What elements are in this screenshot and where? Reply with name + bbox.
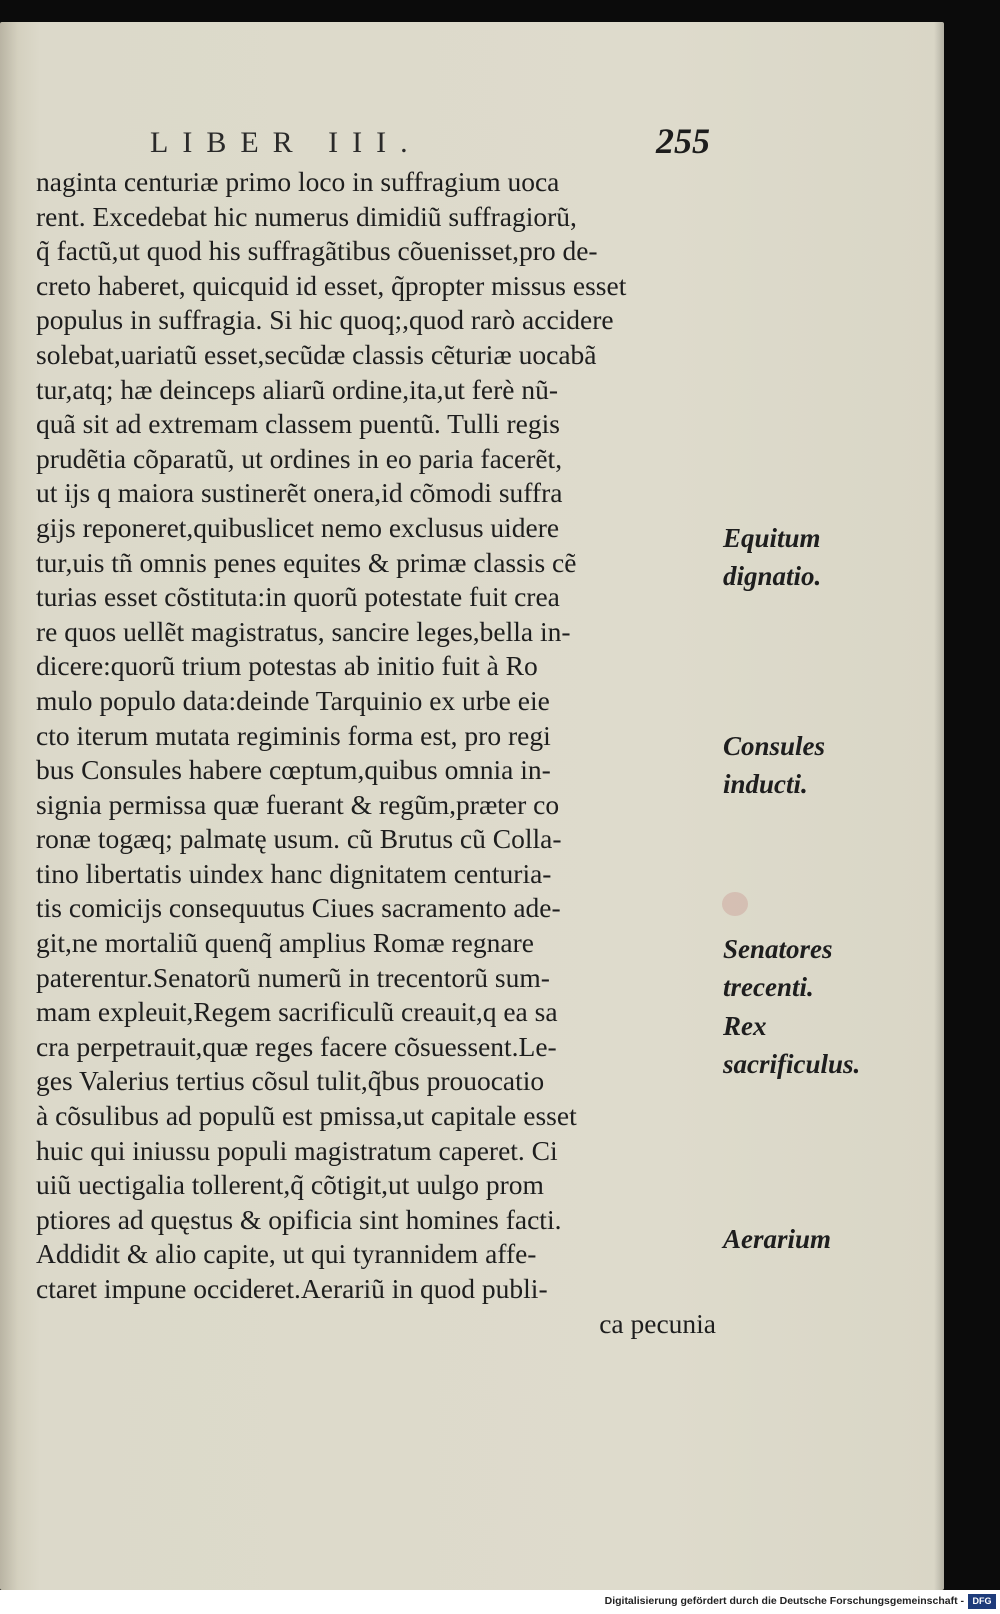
text-line: à cõsulibus ad populũ est pmissa,ut capitale esset — [36, 1100, 577, 1132]
margin-note-aerarium: Aerarium — [723, 1224, 832, 1254]
margin-note-equitum: Equitum dignatio. — [723, 523, 822, 591]
dfg-logo: DFG — [968, 1594, 996, 1609]
text-line: mulo populo data:deinde Tarquinio ex urbe eie — [36, 684, 550, 716]
text-line: re quos uellẽt magistratus, sancire leges,bella in- — [36, 615, 571, 647]
text-line: quã sit ad extremam classem puentũ. Tulli regis — [36, 408, 560, 440]
page-number: 255 — [656, 121, 710, 161]
text-line: dicere:quorũ trium potestas ab initio fuit à Ro — [36, 650, 538, 682]
book-page — [0, 22, 944, 1590]
text-line: ronæ togæq; palmatę usum. cũ Brutus cũ Colla- — [36, 823, 562, 855]
text-line: bus Consules habere cœptum,quibus omnia in- — [36, 754, 551, 786]
footer-bar — [0, 1590, 1000, 1614]
text-line: tur,uis tñ omnis penes equites & primæ classis cẽ — [36, 546, 577, 578]
text-line: turias esset cõstituta:in quorũ potestate fuit crea — [36, 581, 560, 613]
text-line: naginta centuriæ primo loco in suffragium uoca — [36, 166, 560, 197]
text-line: ptiores ad quęstus & opificia sint homines facti. — [36, 1203, 562, 1235]
text-line: uiũ uectigalia tollerent,q̃ cõtigit,ut uulgo prom — [36, 1169, 544, 1201]
text-line: ut ijs q maiora sustinerẽt onera,id cõmodi suffra — [36, 477, 563, 509]
text-line: q̃ factũ,ut quod his suffragãtibus cõuenisset,pro de- — [36, 235, 598, 267]
margin-note-consules: Consules inducti. — [723, 731, 826, 799]
text-line: solebat,uariatũ esset,secũdæ classis cẽturiæ uocabã — [36, 338, 597, 370]
text-line: signia permissa quæ fuerant & regũm,præter co — [36, 788, 560, 820]
text-line: tur,atq; hæ deinceps aliarũ ordine,ita,ut ferè nũ- — [36, 373, 558, 405]
text-line: tino libertatis uindex hanc dignitatem centuria- — [36, 857, 552, 889]
text-line: cto iterum mutata regiminis forma est, pro regi — [36, 719, 551, 751]
text-line: ctaret impune occideret.Aerariũ in quod publi- — [36, 1273, 548, 1304]
text-line: huic qui iniussu populi magistratum caperet. Ci — [36, 1134, 558, 1166]
page-header — [150, 120, 710, 166]
text-line: Addidit & alio capite, ut qui tyrannidem affe- — [36, 1238, 537, 1270]
text-line: populus in suffragia. Si hic quoq;,quod rarò accidere — [36, 304, 614, 336]
text-line: rent. Excedebat hic numerus dimidiũ suffragiorũ, — [36, 200, 577, 232]
text-line: prudẽtia cõparatũ, ut ordines in eo paria facerẽt, — [36, 442, 563, 474]
text-line: gijs reponeret,quibuslicet nemo exclusus uidere — [36, 511, 560, 543]
text-line: git,ne mortaliũ quenq̃ amplius Romæ regnare — [36, 927, 534, 959]
main-text-block — [36, 165, 718, 1341]
funding-credit: Digitalisierung gefördert durch die Deutsche Forschungsgemeinschaft - — [604, 1595, 964, 1607]
catchword: ca pecunia — [599, 1307, 716, 1339]
paper-stain — [722, 892, 748, 916]
text-line: mam expleuit,Regem sacrificulũ creauit,q ea sa — [36, 996, 558, 1028]
text-line: paterentur.Senatorũ numerũ in trecentorũ sum- — [36, 961, 550, 993]
text-line: ges Valerius tertius cõsul tulit,q̃bus prouocatio — [36, 1065, 545, 1097]
margin-note-rex: Rex sacrificulus. — [723, 1011, 861, 1079]
running-title: LIBER III. — [150, 126, 422, 159]
text-line: tis comicijs consequutus Ciues sacramento ade- — [36, 892, 561, 924]
margin-note-senatores: Senatores trecenti. — [723, 934, 833, 1002]
text-line: creto haberet, quicquid id esset, q̃propter missus esset — [36, 269, 627, 301]
text-line: cra perpetrauit,quæ reges facere cõsuessent.Le- — [36, 1030, 557, 1062]
